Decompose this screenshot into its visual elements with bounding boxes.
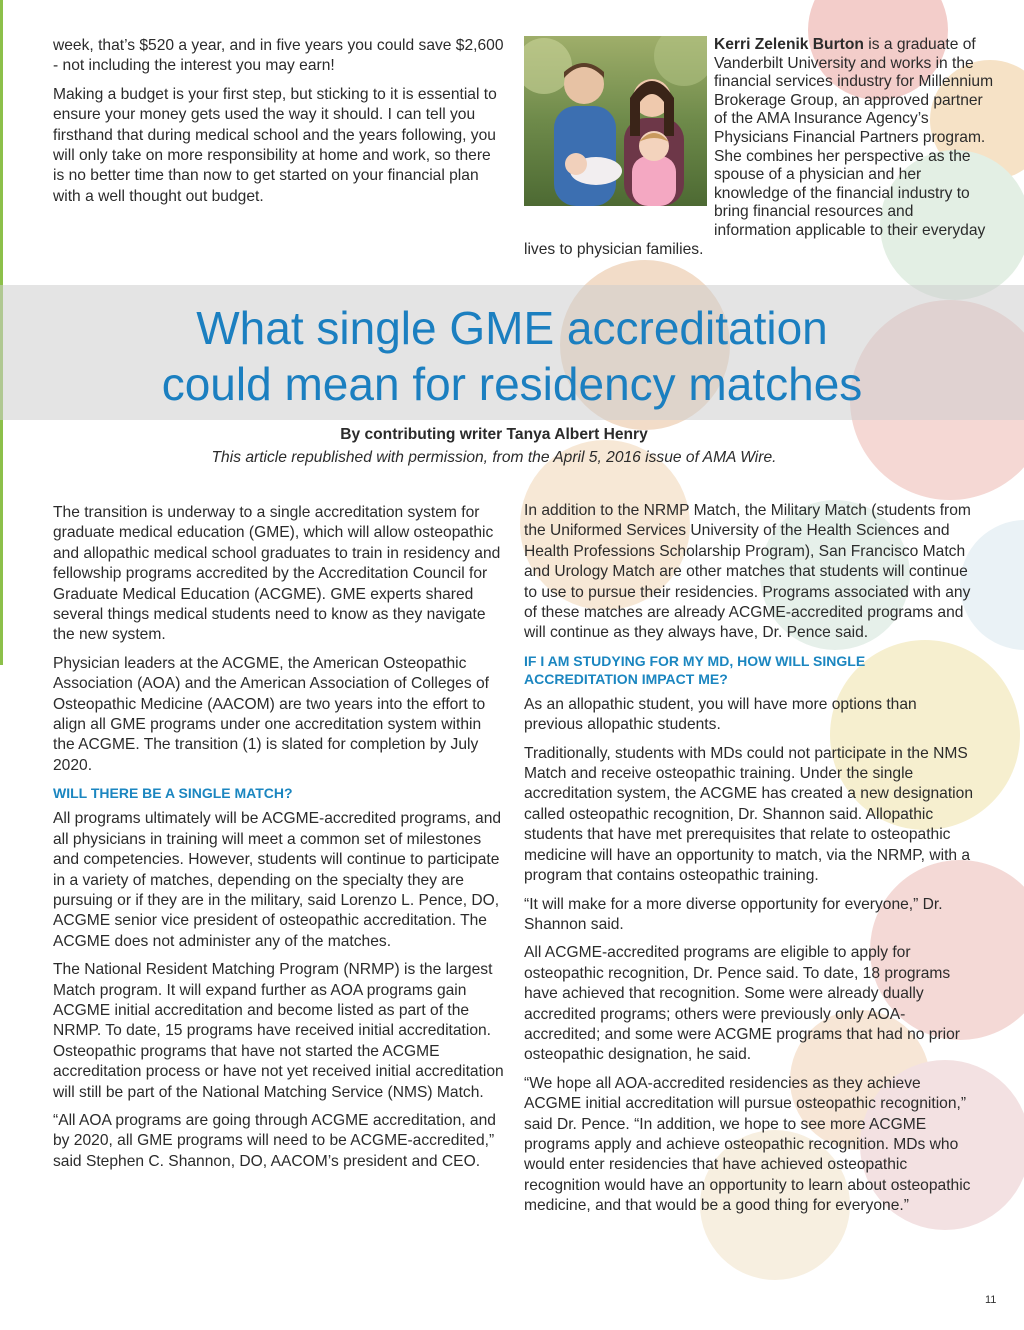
page-number: 11 bbox=[985, 1294, 997, 1306]
paragraph: “It will make for a more diverse opportunity for everyone,” Dr. Shannon said. bbox=[524, 895, 943, 933]
article-title-line-2: could mean for residency matches bbox=[161, 358, 863, 410]
republish-credit: This article republished with permission, from the April 5, 2016 issue of AMA Wire. bbox=[211, 449, 777, 466]
left-column bbox=[53, 503, 505, 1180]
byline: By contributing writer Tanya Albert Henry bbox=[340, 426, 648, 443]
paragraph: The transition is underway to a single accreditation system for graduate medical education (GME), which will allow osteopathic and allopathic medical school graduates to train in residency and fellowship programs accredited by the Accreditation Council for Graduate Medical Education (ACGME). GME experts shared several things medical students need to know as they navigate the new system. bbox=[53, 504, 501, 644]
paragraph: In addition to the NRMP Match, the Military Match (students from the Uniformed Services University of the Health Sciences and Health Professions Scholarship Program), San Francisco Match and Urology Match are other matches that students will continue to use to pursue their residencies. Programs associated with any of these matches are already ACGME-accredited programs and will continue as they always have, Dr. Pence said. bbox=[524, 502, 971, 642]
author-bio bbox=[524, 36, 994, 259]
paragraph: Traditionally, students with MDs could not participate in the NMS Match and receive osteopathic training. Under the single accreditation system, the ACGME has created a new designation called osteopathic recognition, Dr. Shannon said. Allopathic students that have met prerequisites that relate to osteopathic medicine will have an opportunity to match, via the NRMP, with a program that contains osteopathic training. bbox=[524, 744, 973, 885]
paragraph: All ACGME-accredited programs are eligible to apply for osteopathic recognition, Dr. Pence said. To date, 18 programs have achieved that recognition. Some were already dually accredited programs; others were previously only AOA-accredited; and some were ACGME programs that had no prior osteopathic designation, he said. bbox=[524, 944, 960, 1064]
photo-spacer bbox=[524, 36, 714, 222]
paragraph: “We hope all AOA-accredited residencies as they achieve ACGME initial accreditation will pursue osteopathic recognition,” said Dr. Pence. “In addition, we hope to see more ACGME programs apply and achieve osteopathic recognition. MDs who would enter residencies that have achieved osteopathic recognition would have an opportunity to learn about osteopathic medicine, and that would be a good thing for everyone.” bbox=[524, 1074, 971, 1215]
paragraph: week, that’s $520 a year, and in five years you could save $2,600 - not including the interest you may earn! bbox=[53, 37, 504, 75]
paragraph: Physician leaders at the ACGME, the American Osteopathic Association (AOA) and the American Association of Colleges of Osteopathic Medicine (AACOM) are two years into the effort to align all GME programs under one accreditation system within the ACGME. The transition (1) is slated for completion by July 2020. bbox=[53, 654, 489, 774]
author-name: Kerri Zelenik Burton bbox=[714, 36, 864, 53]
article-title-line-1: What single GME accreditation bbox=[196, 302, 828, 354]
author-bio-text: is a graduate of Vanderbilt University and works in the financial services industry for Millennium Brokerage Group, an approved partner of the AMA Insurance Agency’s Physicians Financial Partners program. She combines her perspective as the spouse of a physician and her knowledge of the financial industry to bring financial resources and information applicable to their everyday lives to physician families. bbox=[524, 36, 994, 258]
paragraph: As an allopathic student, you will have more options than previous allopathic students. bbox=[524, 695, 917, 734]
paragraph: “All AOA programs are going through ACGME accreditation, and by 2020, all GME programs will need to be ACGME-accredited,” said Stephen C. Shannon, DO, AACOM’s president and CEO. bbox=[53, 1111, 496, 1170]
section-heading: WILL THERE BE A SINGLE MATCH? bbox=[53, 785, 293, 802]
paragraph: Making a budget is your first step, but sticking to it is essential to ensure your money gets used the way it should. I can tell you firsthand that during medical school and the years following, you will only take on more responsibility at home and work, so there is no better time than now to get started on your financial plan with a well thought out budget. bbox=[53, 85, 497, 205]
section-heading: IF I AM STUDYING FOR MY MD, HOW WILL SINGLE ACCREDITATION IMPACT ME? bbox=[524, 652, 866, 687]
top-left-column bbox=[53, 36, 505, 215]
paragraph: All programs ultimately will be ACGME-accredited programs, and all physicians in training will meet a common set of milestones and competencies. However, students will continue to participate in a variety of matches, depending on the specialty they are pursuing or if they are in the military, said Lorenzo L. Pence, DO, ACGME senior vice president of osteopathic accreditation. The ACGME does not administer any of the matches. bbox=[53, 810, 502, 950]
article-title bbox=[0, 300, 1024, 412]
paragraph: The National Resident Matching Program (NRMP) is the largest Match program. It will expand further as AOA programs gain ACGME initial accreditation and become listed as part of the NRMP. To date, 15 programs have received initial accreditation. Osteopathic programs that have not started the ACGME accreditation process or have not yet received initial accreditation will still be part of the National Matching Service (NMS) Match. bbox=[53, 961, 504, 1101]
right-column bbox=[524, 501, 976, 1225]
